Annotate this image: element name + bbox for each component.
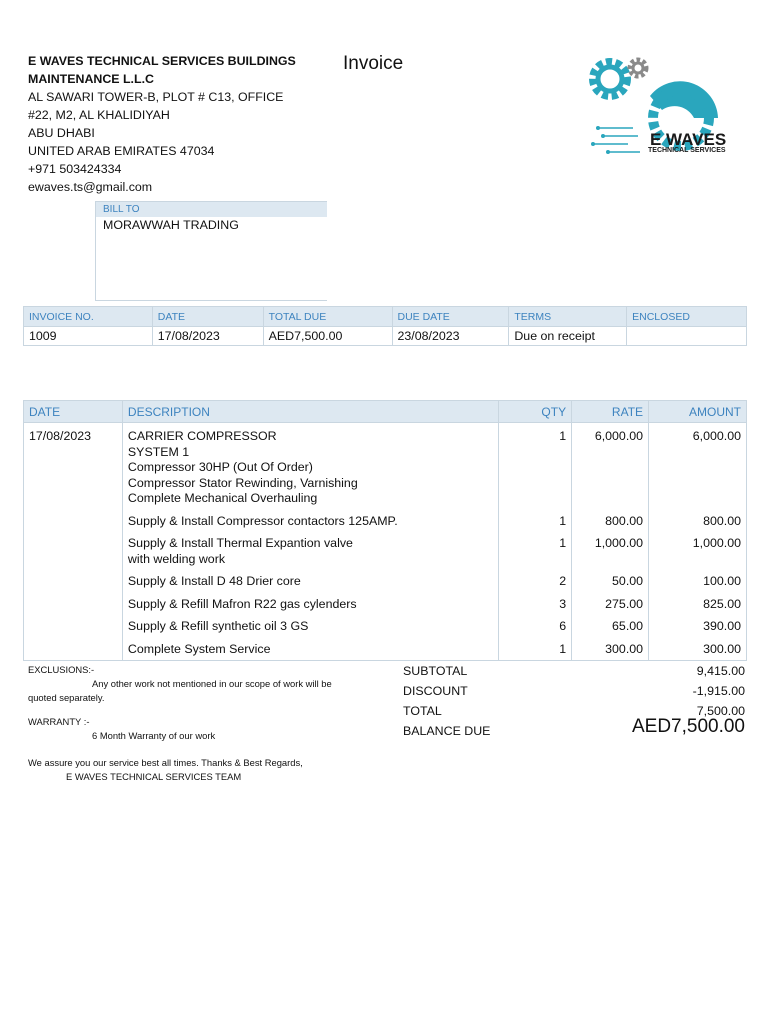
company-info [28, 52, 328, 196]
item-rate: 65.00 [572, 612, 649, 635]
discount-value: -1,915.00 [692, 684, 745, 698]
notes-section [28, 663, 368, 784]
items-header-qty: QTY [499, 401, 572, 423]
closing-line-2: E WAVES TECHNICAL SERVICES TEAM [66, 771, 242, 782]
item-rate: 50.00 [572, 567, 649, 590]
item-rate: 275.00 [572, 590, 649, 613]
table-row [24, 635, 747, 661]
item-rate: 6,000.00 [572, 423, 649, 507]
item-description [122, 529, 498, 567]
subtotal-value: 9,415.00 [696, 664, 745, 678]
item-amount: 390.00 [649, 612, 747, 635]
item-desc-line: Supply & Refill synthetic oil 3 GS [127, 619, 309, 633]
balance-due-value: AED7,500.00 [631, 716, 745, 737]
items-header-description: DESCRIPTION [122, 401, 498, 423]
item-description [122, 590, 498, 613]
exclusions-text-2: quoted separately. [28, 692, 105, 703]
item-date [24, 567, 123, 590]
items-header-row [24, 401, 747, 423]
item-desc-line: Supply & Install Compressor contactors 125AMP. [127, 513, 398, 528]
company-address-line1: AL SAWARI TOWER-B, PLOT # C13, OFFICE [28, 90, 284, 104]
table-row [24, 423, 747, 507]
company-email: ewaves.ts@gmail.com [28, 180, 153, 194]
item-description [122, 507, 498, 530]
item-date [24, 529, 123, 567]
discount-row [403, 682, 745, 702]
total-due: AED7,500.00 [263, 327, 392, 346]
item-rate: 300.00 [572, 635, 649, 661]
item-desc-line: Compressor 30HP (Out Of Order) [127, 460, 313, 474]
table-row [24, 507, 747, 530]
meta-header-enclosed: ENCLOSED [627, 307, 747, 327]
item-amount: 1,000.00 [649, 529, 747, 567]
meta-header-date: DATE [152, 307, 263, 327]
meta-header-row [24, 307, 747, 327]
subtotal-label: SUBTOTAL [403, 664, 468, 678]
item-desc-line: Supply & Install Thermal Expantion valve [127, 536, 353, 550]
meta-value-row [24, 327, 747, 346]
company-phone: +971 503424334 [28, 162, 122, 176]
item-amount: 100.00 [649, 567, 747, 590]
item-date [24, 635, 123, 661]
line-items-table [23, 400, 747, 661]
balance-due-label: BALANCE DUE [403, 724, 491, 738]
item-desc-line: CARRIER COMPRESSOR [127, 429, 277, 443]
item-date: 17/08/2023 [24, 423, 123, 507]
item-desc-line: Supply & Refill Mafron R22 gas cylenders [127, 596, 357, 611]
item-date [24, 612, 123, 635]
company-name: E WAVES TECHNICAL SERVICES BUILDINGS MAINTENANCE L.L.C [28, 54, 296, 86]
bill-to-name: MORAWWAH TRADING [103, 218, 239, 232]
item-qty: 3 [499, 590, 572, 613]
item-description [122, 635, 498, 661]
enclosed [627, 327, 747, 346]
terms: Due on receipt [509, 327, 627, 346]
invoice-number: 1009 [24, 327, 153, 346]
item-date [24, 507, 123, 530]
meta-header-total-due: TOTAL DUE [263, 307, 392, 327]
items-header-rate: RATE [572, 401, 649, 423]
item-amount: 300.00 [649, 635, 747, 661]
total-value: 7,500.00 [696, 704, 745, 718]
item-rate: 1,000.00 [572, 529, 649, 567]
subtotal-row [403, 662, 745, 682]
due-date: 23/08/2023 [392, 327, 509, 346]
item-amount: 800.00 [649, 507, 747, 530]
item-qty: 1 [499, 507, 572, 530]
warranty-label: WARRANTY :- [28, 716, 90, 727]
balance-due-row [403, 716, 745, 742]
logo-tagline: TECHNICAL SERVICES [648, 147, 726, 154]
item-qty: 1 [499, 423, 572, 507]
item-desc-line: Complete System Service [127, 641, 271, 656]
table-row [24, 590, 747, 613]
item-desc-line: Complete Mechanical Overhauling [127, 491, 318, 505]
meta-header-invoice-no: INVOICE NO. [24, 307, 153, 327]
table-row [24, 529, 747, 567]
invoice-meta-table [23, 306, 747, 346]
company-address-line2: #22, M2, AL KHALIDIYAH [28, 108, 170, 122]
exclusions-text-1: Any other work not mentioned in our scope of work will be [92, 678, 332, 689]
item-qty: 1 [499, 635, 572, 661]
invoice-date: 17/08/2023 [152, 327, 263, 346]
item-qty: 2 [499, 567, 572, 590]
item-rate: 800.00 [572, 507, 649, 530]
totals-section [403, 662, 745, 742]
item-amount: 825.00 [649, 590, 747, 613]
item-description [122, 423, 498, 507]
item-description [122, 567, 498, 590]
item-qty: 6 [499, 612, 572, 635]
item-desc-line: Supply & Install D 48 Drier core [127, 574, 301, 588]
meta-header-due-date: DUE DATE [392, 307, 509, 327]
total-label: TOTAL [403, 704, 442, 718]
warranty-text: 6 Month Warranty of our work [92, 730, 216, 741]
items-body [24, 423, 747, 661]
invoice-title: Invoice [343, 53, 404, 74]
bill-to-label: BILL TO [96, 201, 327, 217]
meta-header-terms: TERMS [509, 307, 627, 327]
item-description [122, 612, 498, 635]
closing-line-1: We assure you our service best all times. Thanks & Best Regards, [28, 757, 303, 768]
discount-label: DISCOUNT [403, 684, 468, 698]
item-desc-line: SYSTEM 1 [127, 444, 190, 459]
table-row [24, 612, 747, 635]
table-row [24, 567, 747, 590]
item-qty: 1 [499, 529, 572, 567]
company-city: ABU DHABI [28, 126, 95, 140]
bill-to-box [95, 201, 327, 301]
item-desc-line: with welding work [127, 551, 226, 566]
items-header-amount: AMOUNT [649, 401, 747, 423]
item-amount: 6,000.00 [649, 423, 747, 507]
exclusions-label: EXCLUSIONS:- [28, 664, 95, 675]
items-header-date: DATE [24, 401, 123, 423]
item-date [24, 590, 123, 613]
company-logo [578, 48, 748, 160]
company-country: UNITED ARAB EMIRATES 47034 [28, 144, 215, 158]
item-desc-line: Compressor Stator Rewinding, Varnishing [127, 475, 358, 490]
logo-name: E WAVES [650, 130, 727, 149]
